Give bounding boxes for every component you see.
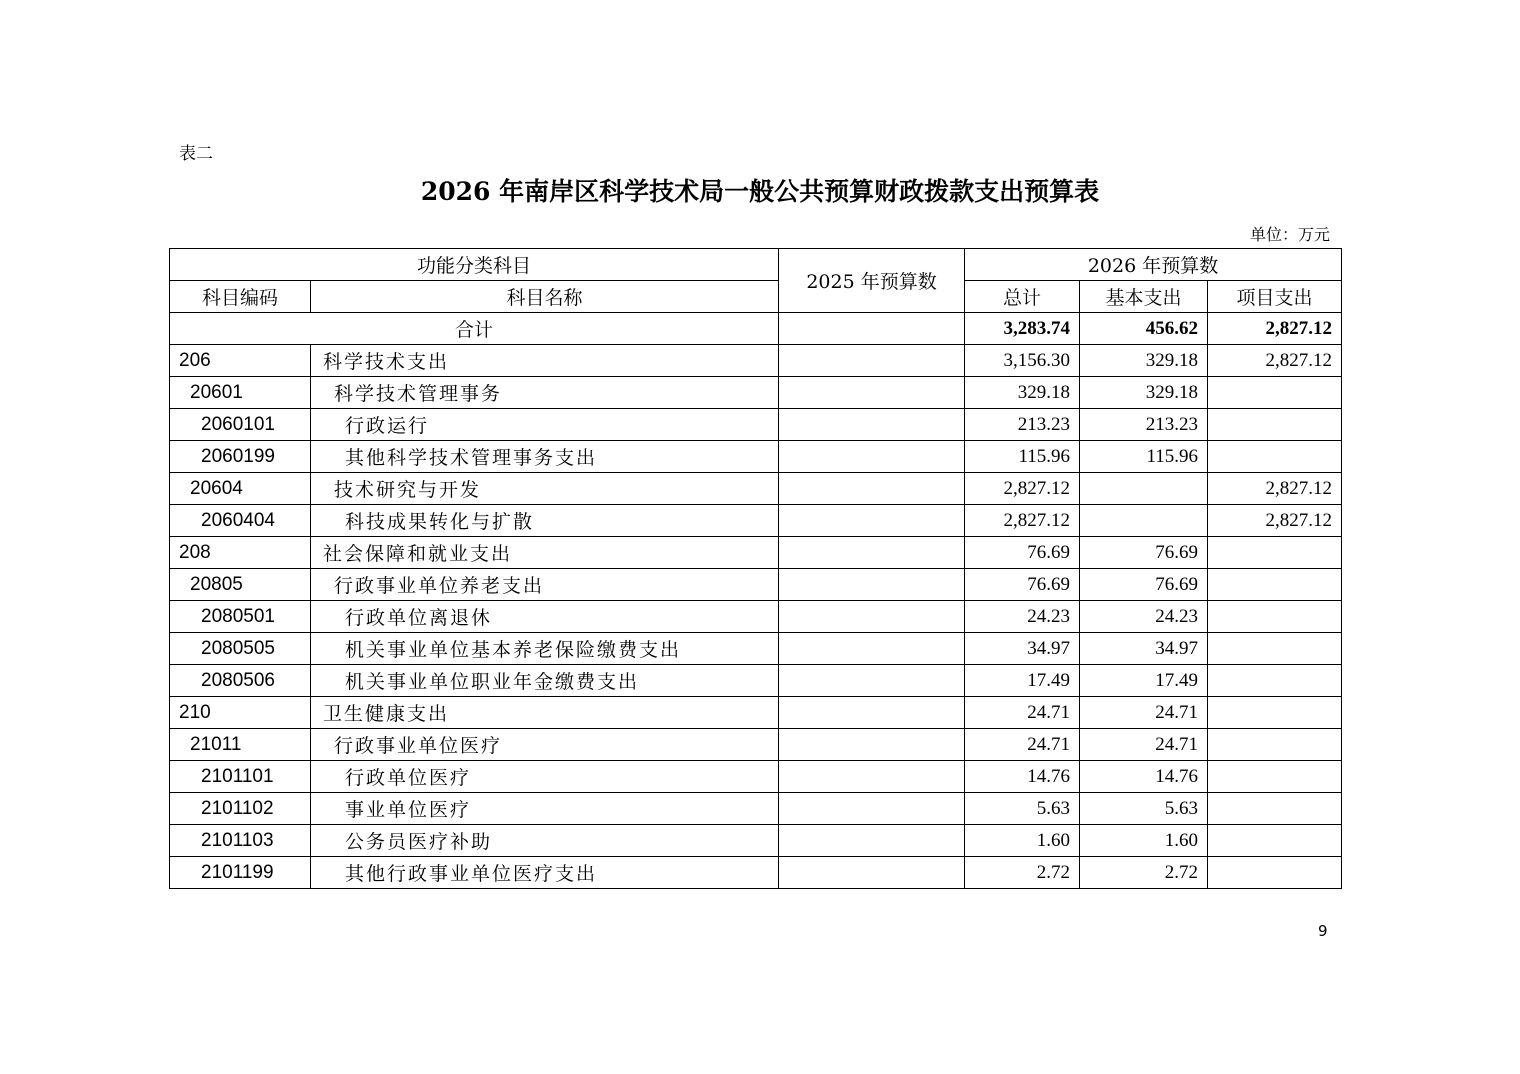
cell-basic: 1.60 [1080, 825, 1208, 857]
cell-code: 2080506 [170, 665, 311, 697]
cell-prev-budget [779, 761, 965, 793]
table-body [170, 313, 1342, 889]
cell-basic: 2.72 [1080, 857, 1208, 889]
cell-project [1208, 665, 1342, 697]
cell-prev-budget [779, 473, 965, 505]
cell-name: 科学技术支出 [311, 345, 779, 377]
cell-name: 技术研究与开发 [311, 473, 779, 505]
cell-prev-budget [779, 505, 965, 537]
cell-project [1208, 857, 1342, 889]
cell-prev-budget [779, 665, 965, 697]
cell-code: 206 [170, 345, 311, 377]
cell-name: 行政事业单位医疗 [311, 729, 779, 761]
cell-code: 2101101 [170, 761, 311, 793]
cell-project: 2,827.12 [1208, 473, 1342, 505]
header-prev-budget: 2025 年预算数 [779, 249, 965, 313]
cell-prev-budget [779, 825, 965, 857]
cell-project [1208, 761, 1342, 793]
cell-prev-budget [779, 345, 965, 377]
cell-total: 76.69 [965, 569, 1080, 601]
cell-total: 76.69 [965, 537, 1080, 569]
header-name: 科目名称 [311, 281, 779, 313]
cell-basic: 329.18 [1080, 377, 1208, 409]
header-code: 科目编码 [170, 281, 311, 313]
cell-code: 2060101 [170, 409, 311, 441]
table-row [170, 825, 1342, 857]
cell-basic: 24.71 [1080, 729, 1208, 761]
cell-total: 5.63 [965, 793, 1080, 825]
cell-project [1208, 569, 1342, 601]
cell-basic [1080, 473, 1208, 505]
cell-total: 2.72 [965, 857, 1080, 889]
cell-name: 其他科学技术管理事务支出 [311, 441, 779, 473]
cell-code: 2080505 [170, 633, 311, 665]
cell-code: 2101103 [170, 825, 311, 857]
cell-code: 208 [170, 537, 311, 569]
cell-code: 2080501 [170, 601, 311, 633]
cell-basic: 14.76 [1080, 761, 1208, 793]
cell-name: 卫生健康支出 [311, 697, 779, 729]
cell-name: 行政运行 [311, 409, 779, 441]
table-row [170, 793, 1342, 825]
header-total: 总计 [965, 281, 1080, 313]
header-project: 项目支出 [1208, 281, 1342, 313]
table-row [170, 377, 1342, 409]
summary-row [170, 313, 1342, 345]
cell-prev-budget [779, 409, 965, 441]
cell-name: 其他行政事业单位医疗支出 [311, 857, 779, 889]
cell-project [1208, 729, 1342, 761]
cell-total: 17.49 [965, 665, 1080, 697]
cell-total: 2,827.12 [965, 505, 1080, 537]
cell-prev-budget [779, 697, 965, 729]
cell-code: 2060404 [170, 505, 311, 537]
cell-name: 行政单位离退休 [311, 601, 779, 633]
table-row [170, 505, 1342, 537]
cell-name: 行政事业单位养老支出 [311, 569, 779, 601]
cell-prev-budget [779, 857, 965, 889]
page-number: 9 [1318, 922, 1328, 940]
cell-project [1208, 441, 1342, 473]
cell-project [1208, 825, 1342, 857]
table-label: 表二 [179, 144, 213, 164]
cell-name: 公务员医疗补助 [311, 825, 779, 857]
cell-prev-budget [779, 633, 965, 665]
summary-total: 3,283.74 [965, 313, 1080, 345]
table-row [170, 857, 1342, 889]
cell-basic: 24.71 [1080, 697, 1208, 729]
cell-basic [1080, 505, 1208, 537]
cell-project [1208, 377, 1342, 409]
cell-project [1208, 601, 1342, 633]
cell-prev-budget [779, 569, 965, 601]
cell-basic: 5.63 [1080, 793, 1208, 825]
cell-project: 2,827.12 [1208, 505, 1342, 537]
cell-code: 20601 [170, 377, 311, 409]
cell-prev-budget [779, 729, 965, 761]
table-row [170, 633, 1342, 665]
cell-name: 机关事业单位职业年金缴费支出 [311, 665, 779, 697]
cell-prev-budget [779, 441, 965, 473]
cell-code: 21011 [170, 729, 311, 761]
cell-name: 事业单位医疗 [311, 793, 779, 825]
table-row [170, 761, 1342, 793]
cell-total: 24.23 [965, 601, 1080, 633]
header-row-1 [170, 249, 1342, 281]
header-functional-category: 功能分类科目 [170, 249, 779, 281]
table-row [170, 537, 1342, 569]
table-row [170, 441, 1342, 473]
budget-table [169, 248, 1342, 889]
cell-project [1208, 409, 1342, 441]
table-row [170, 665, 1342, 697]
table-row [170, 569, 1342, 601]
cell-project [1208, 793, 1342, 825]
cell-total: 34.97 [965, 633, 1080, 665]
cell-basic: 17.49 [1080, 665, 1208, 697]
cell-basic: 76.69 [1080, 537, 1208, 569]
cell-project: 2,827.12 [1208, 345, 1342, 377]
header-curr-budget: 2026 年预算数 [965, 249, 1342, 281]
cell-total: 2,827.12 [965, 473, 1080, 505]
cell-code: 20805 [170, 569, 311, 601]
summary-project: 2,827.12 [1208, 313, 1342, 345]
cell-basic: 34.97 [1080, 633, 1208, 665]
summary-prev [779, 313, 965, 345]
cell-total: 115.96 [965, 441, 1080, 473]
cell-basic: 24.23 [1080, 601, 1208, 633]
cell-code: 2101199 [170, 857, 311, 889]
cell-name: 行政单位医疗 [311, 761, 779, 793]
cell-name: 机关事业单位基本养老保险缴费支出 [311, 633, 779, 665]
table-row [170, 345, 1342, 377]
cell-prev-budget [779, 793, 965, 825]
table-row [170, 473, 1342, 505]
cell-code: 2060199 [170, 441, 311, 473]
table-row [170, 697, 1342, 729]
cell-total: 24.71 [965, 697, 1080, 729]
cell-project [1208, 537, 1342, 569]
cell-basic: 115.96 [1080, 441, 1208, 473]
cell-name: 科学技术管理事务 [311, 377, 779, 409]
cell-total: 3,156.30 [965, 345, 1080, 377]
cell-total: 329.18 [965, 377, 1080, 409]
cell-total: 24.71 [965, 729, 1080, 761]
unit-label: 单位：万元 [1249, 225, 1330, 244]
cell-total: 213.23 [965, 409, 1080, 441]
cell-prev-budget [779, 377, 965, 409]
cell-project [1208, 633, 1342, 665]
cell-code: 2101102 [170, 793, 311, 825]
cell-prev-budget [779, 537, 965, 569]
table-row [170, 409, 1342, 441]
table-header [170, 249, 1342, 313]
cell-name: 科技成果转化与扩散 [311, 505, 779, 537]
cell-code: 210 [170, 697, 311, 729]
cell-basic: 213.23 [1080, 409, 1208, 441]
header-basic: 基本支出 [1080, 281, 1208, 313]
summary-basic: 456.62 [1080, 313, 1208, 345]
cell-code: 20604 [170, 473, 311, 505]
cell-project [1208, 697, 1342, 729]
summary-label: 合计 [170, 313, 779, 345]
table-row [170, 729, 1342, 761]
cell-total: 1.60 [965, 825, 1080, 857]
cell-prev-budget [779, 601, 965, 633]
cell-basic: 76.69 [1080, 569, 1208, 601]
cell-name: 社会保障和就业支出 [311, 537, 779, 569]
header-row-2 [170, 281, 1342, 313]
cell-total: 14.76 [965, 761, 1080, 793]
table-row [170, 601, 1342, 633]
cell-basic: 329.18 [1080, 345, 1208, 377]
document-title: 2026 年南岸区科学技术局一般公共预算财政拨款支出预算表 [420, 177, 1100, 206]
